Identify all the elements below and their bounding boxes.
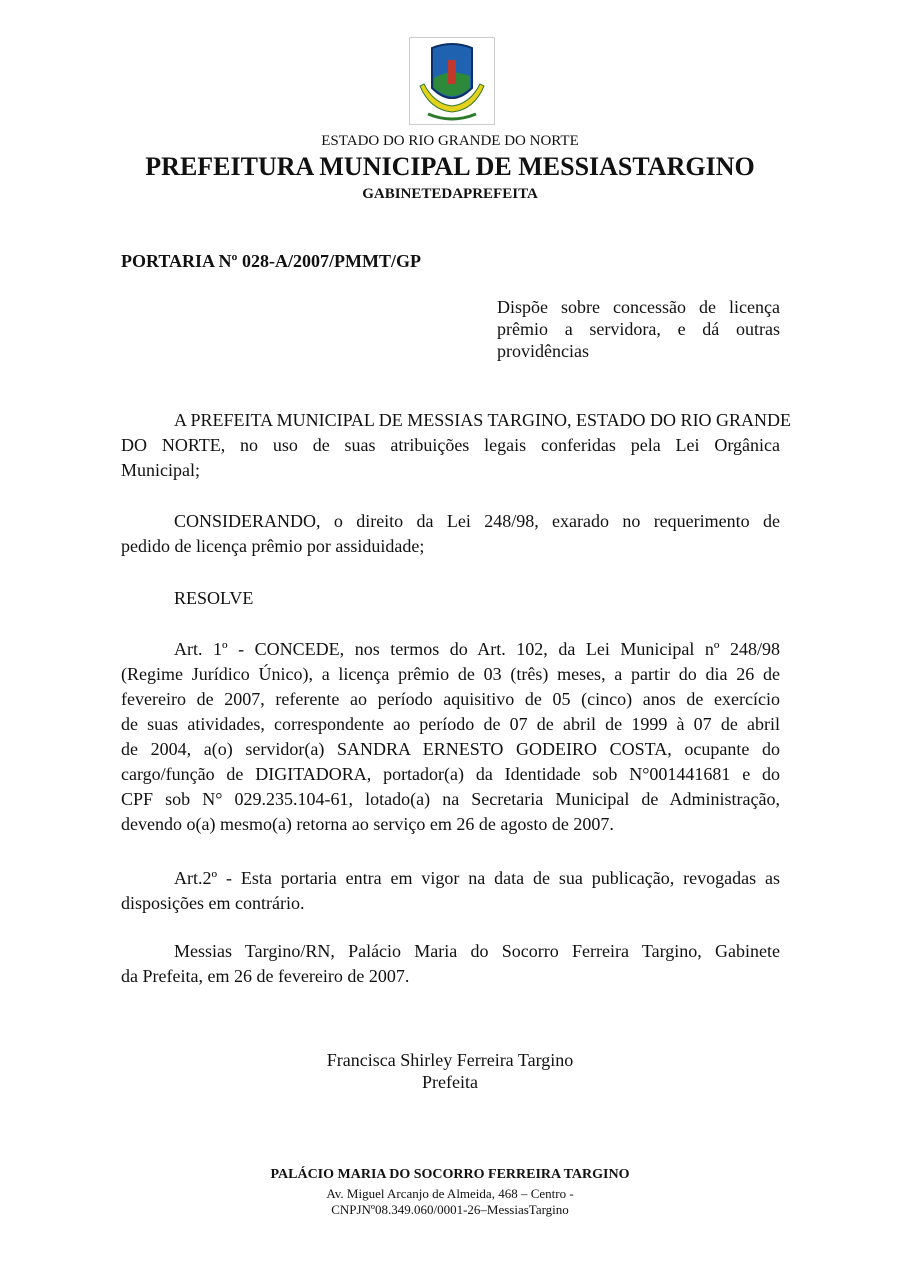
text-line: disposições em contrário. [121,893,305,913]
article-2-paragraph [121,866,780,916]
text-line: devendo o(a) mesmo(a) retorna ao serviço em 26 de agosto de 2007. [121,814,614,834]
footer-cnpj: CNPJNº08.349.060/0001-26–MessiasTargino [331,1202,569,1217]
article-1-paragraph [121,637,780,837]
text-line: Art. 1º - CONCEDE, nos termos do Art. 102, da Lei Municipal nº 248/98 [174,639,780,659]
text-line: cargo/função de DIGITADORA, portador(a) da Identidade sob N°001441681 e do [121,764,780,784]
text-line: CPF sob N° 029.235.104-61, lotado(a) na Secretaria Municipal de Administração, [121,789,780,809]
text-line: CONSIDERANDO, o direito da Lei 248/98, exarado no requerimento de [174,511,780,531]
text-line: Art.2º - Esta portaria entra em vigor na data de sua publicação, revogadas as [174,868,780,888]
signatory-role: Prefeita [422,1072,478,1092]
text-line: pedido de licença prêmio por assiduidade; [121,536,425,556]
portaria-number: PORTARIA Nº 028-A/2007/PMMT/GP [121,251,421,271]
text-line: DO NORTE, no uso de suas atribuições legais conferidas pela Lei Orgânica [121,435,780,455]
prefecture-title: PREFEITURA MUNICIPAL DE MESSIASTARGINO [145,152,755,181]
text-line: Municipal; [121,460,200,480]
ementa-line: providências [497,341,589,361]
office-heading: GABINETEDAPREFEITA [362,186,538,202]
text-line: da Prefeita, em 26 de fevereiro de 2007. [121,966,410,986]
text-line: A PREFEITA MUNICIPAL DE MESSIAS TARGINO, ESTADO DO RIO GRANDE [174,410,792,430]
text-line: Messias Targino/RN, Palácio Maria do Socorro Ferreira Targino, Gabinete [174,941,780,961]
ementa-line: prêmio a servidora, e dá outras [497,319,780,339]
footer-palace: PALÁCIO MARIA DO SOCORRO FERREIRA TARGINO [270,1167,630,1182]
text-line: de 2004, a(o) servidor(a) SANDRA ERNESTO GODEIRO COSTA, ocupante do [121,739,780,759]
ementa [497,296,780,362]
footer-address: Av. Miguel Arcanjo de Almeida, 468 – Centro - [326,1186,574,1201]
ementa-line: Dispõe sobre concessão de licença [497,297,780,317]
text-line: fevereiro de 2007, referente ao período aquisitivo de 05 (cinco) anos de exercício [121,689,780,709]
text-line: (Regime Jurídico Único), a licença prêmio de 03 (três) meses, a partir do dia 26 de [121,664,780,684]
resolve-paragraph [121,586,780,611]
text-line: de suas atividades, correspondente ao período de 07 de abril de 1999 à 07 de abril [121,714,780,734]
closing-paragraph [121,939,780,989]
municipal-coat-of-arms [409,37,495,125]
text-line: RESOLVE [174,588,254,608]
state-heading: ESTADO DO RIO GRANDE DO NORTE [321,133,579,149]
preamble-paragraph [121,408,792,483]
signatory-name: Francisca Shirley Ferreira Targino [326,1050,574,1070]
considerando-paragraph [121,509,780,559]
